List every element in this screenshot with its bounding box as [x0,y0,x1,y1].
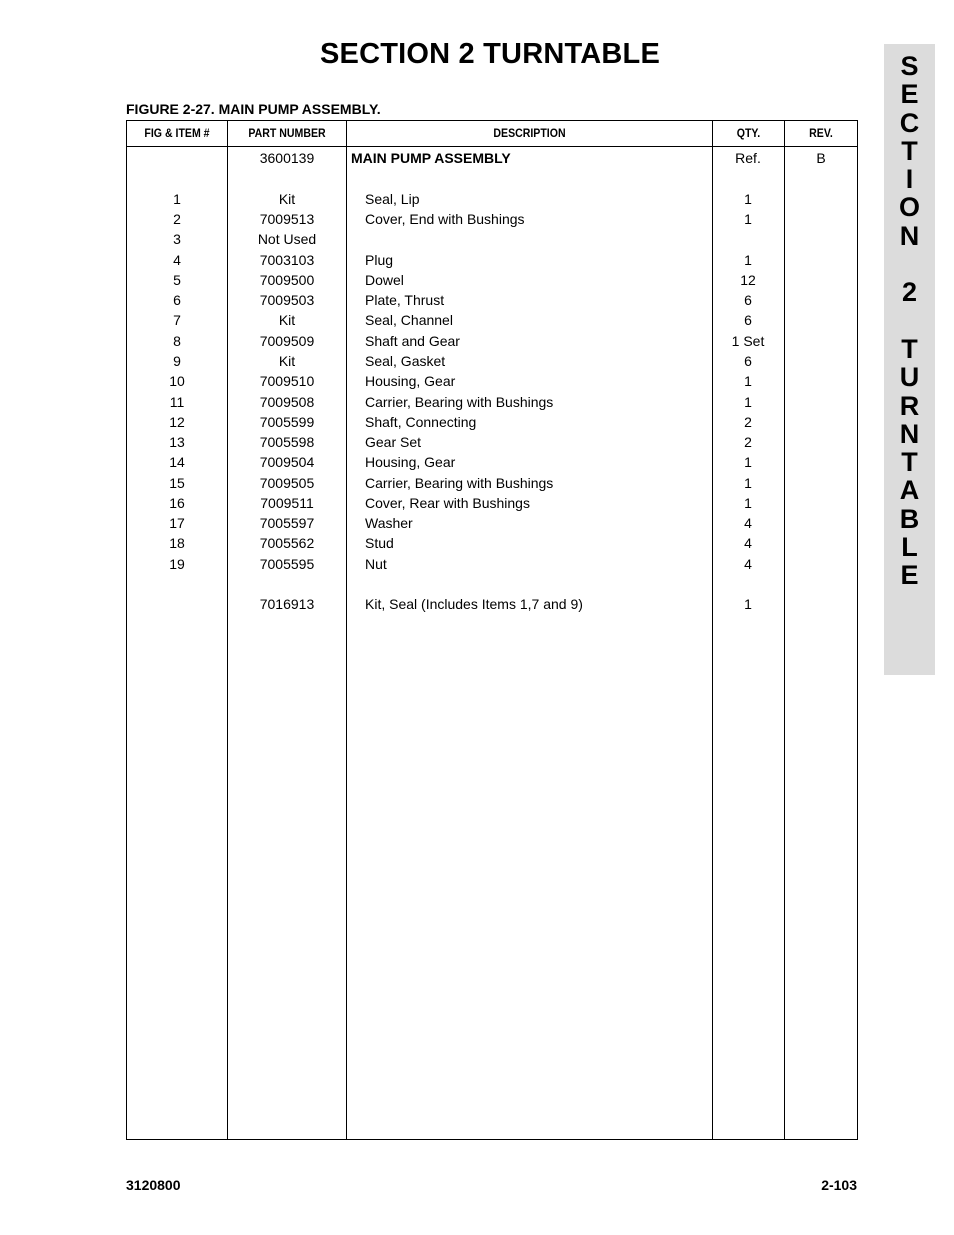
page-number: 2-103 [821,1177,857,1193]
fig-item-cell: 11 [169,394,185,410]
side-tab-letter: T [901,447,918,478]
part-number-cell: Kit [278,191,296,207]
description-cell: Cover, End with Bushings [365,211,525,227]
description-cell: Carrier, Bearing with Bushings [365,394,554,410]
section-title: SECTION 2 TURNTABLE [320,38,660,70]
qty-cell: 1 [744,373,752,389]
description-cell: Seal, Channel [365,312,453,328]
description-cell: Dowel [365,272,404,288]
fig-item-cell: 2 [173,211,181,227]
header-description: DESCRIPTION [493,126,566,140]
table-row [127,229,857,249]
part-number-cell: 3600139 [259,150,315,166]
part-number-cell: 7009504 [259,454,315,470]
part-number-cell: 7005597 [259,515,315,531]
table-row [127,594,857,614]
table-row [127,209,857,229]
side-tab-letter: I [905,164,914,195]
description-cell: Shaft, Connecting [365,414,477,430]
table-row [127,310,857,330]
part-number-cell: 7005595 [259,556,315,572]
fig-item-cell: 17 [169,515,185,531]
fig-item-cell: 5 [173,272,181,288]
fig-item-cell: 16 [169,495,185,511]
section-side-tab [884,44,935,675]
fig-item-cell: 8 [173,333,181,349]
qty-cell: 1 [744,454,752,470]
fig-item-cell: 7 [173,312,181,328]
description-cell: Carrier, Bearing with Bushings [365,475,554,491]
table-row [127,371,857,391]
table-row [127,331,857,351]
table-row [127,250,857,270]
header-qty: QTY. [736,126,761,140]
part-number-cell: 7016913 [259,596,315,612]
part-number-cell: 7005599 [259,414,315,430]
part-number-cell: Kit [278,312,296,328]
part-number-cell: Kit [278,353,296,369]
qty-cell: 4 [744,556,752,572]
description-cell: Housing, Gear [365,373,456,389]
table-row [127,513,857,533]
qty-cell: 6 [744,353,752,369]
description-cell: MAIN PUMP ASSEMBLY [351,150,511,166]
fig-item-cell: 14 [169,454,185,470]
part-number-cell: 7005562 [259,535,315,551]
qty-cell: 1 [744,475,752,491]
description-cell: Plug [365,252,394,268]
qty-cell: 4 [744,515,752,531]
qty-cell: 1 [744,596,752,612]
table-row [127,270,857,290]
table-row [127,351,857,371]
table-row [127,452,857,472]
description-cell: Cover, Rear with Bushings [365,495,530,511]
side-tab-letter: E [900,560,919,591]
header-fig-item: FIG & ITEM # [144,126,210,140]
side-tab-letter: N [899,220,920,251]
part-number-cell: 7003103 [259,252,315,268]
side-tab-letter: 2 [901,277,918,308]
part-number-cell: 7005598 [259,434,315,450]
document-number: 3120800 [126,1177,181,1193]
part-number-cell: 7009509 [259,333,315,349]
fig-item-cell: 19 [169,556,185,572]
description-cell: Seal, Gasket [365,353,446,369]
qty-cell: 2 [744,414,752,430]
fig-item-cell: 10 [169,373,185,389]
part-number-cell: 7009511 [260,495,314,511]
description-cell: Plate, Thrust [365,292,445,308]
qty-cell: 1 Set [731,333,765,349]
description-cell: Shaft and Gear [365,333,460,349]
qty-cell: Ref. [735,150,761,166]
part-number-cell: 7009510 [259,373,315,389]
fig-item-cell: 3 [173,231,181,247]
table-row [127,189,857,209]
figure-title: FIGURE 2-27. MAIN PUMP ASSEMBLY. [126,101,381,117]
fig-item-cell: 15 [169,475,185,491]
part-number-cell: 7009500 [259,272,315,288]
side-tab-letter: U [899,362,920,393]
table-row [127,412,857,432]
qty-cell: 1 [744,394,752,410]
fig-item-cell: 9 [173,353,181,369]
qty-cell: 1 [744,252,752,268]
table-row [127,290,857,310]
qty-cell: 2 [744,434,752,450]
rev-cell: B [816,150,826,166]
side-tab-letter: C [899,107,920,138]
qty-cell: 6 [744,292,752,308]
side-tab-letter: T [901,135,918,166]
table-row [127,432,857,452]
fig-item-cell: 13 [169,434,185,450]
side-tab-letters [884,52,935,590]
part-number-cell: 7009508 [259,394,315,410]
side-tab-letter: L [901,532,918,563]
table-row [127,392,857,412]
qty-cell: 1 [744,191,752,207]
fig-item-cell: 4 [173,252,181,268]
qty-cell: 4 [744,535,752,551]
fig-item-cell: 18 [169,535,185,551]
table-row [127,533,857,553]
side-tab-letter: A [899,475,920,506]
description-cell: Seal, Lip [365,191,420,207]
side-tab-letter: O [898,192,920,223]
fig-item-cell: 12 [169,414,185,430]
table-row [127,473,857,493]
part-number-cell: 7009503 [259,292,315,308]
table-row [127,148,857,168]
description-cell: Kit, Seal (Includes Items 1,7 and 9) [365,596,583,612]
fig-item-cell: 6 [173,292,181,308]
header-part-number: PART NUMBER [248,126,326,140]
description-cell: Stud [365,535,394,551]
qty-cell: 12 [740,272,756,288]
part-number-cell: Not Used [257,231,317,247]
side-tab-letter: R [899,390,920,421]
description-cell: Nut [365,556,387,572]
qty-cell: 1 [744,211,752,227]
parts-table [126,120,858,1140]
table-row [127,554,857,574]
description-cell: Washer [365,515,413,531]
description-cell: Gear Set [365,434,422,450]
header-rev: REV. [809,126,833,140]
side-tab-letter: N [899,418,920,449]
side-tab-letter: B [899,503,920,534]
side-tab-letter: S [900,51,919,81]
part-number-cell: 7009513 [259,211,315,227]
qty-cell: 1 [744,495,752,511]
table-row [127,493,857,513]
description-cell: Housing, Gear [365,454,456,470]
fig-item-cell: 1 [173,191,181,207]
side-tab-letter: E [900,79,919,110]
header-divider [127,146,857,147]
part-number-cell: 7009505 [259,475,315,491]
side-tab-letter: T [901,333,918,364]
qty-cell: 6 [744,312,752,328]
